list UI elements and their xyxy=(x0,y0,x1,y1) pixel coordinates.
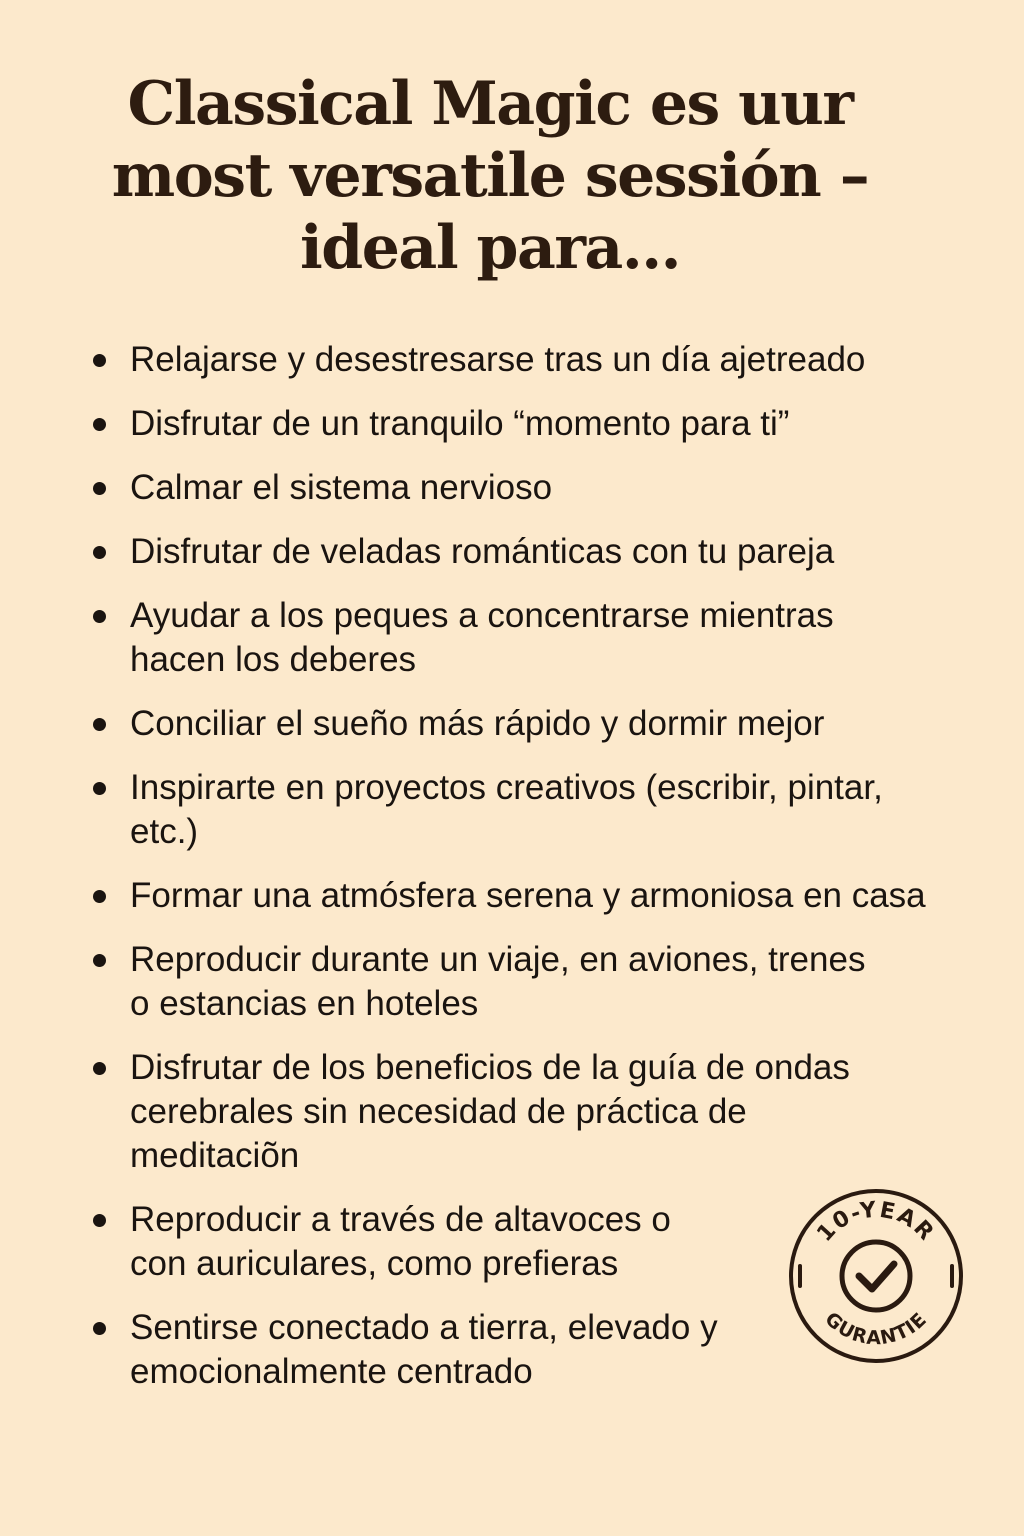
bullet-icon xyxy=(93,1214,106,1227)
list-item-text: Conciliar el sueño más rápido y dormir mejor xyxy=(130,704,825,743)
list-item-text-continued: o estancias en hoteles xyxy=(130,984,479,1023)
list-item-text: Reproducir a través de altavoces o xyxy=(130,1200,671,1239)
bullet-icon xyxy=(93,1062,106,1075)
badge-bottom-text: GURANTIE xyxy=(820,1307,932,1350)
bullet-icon xyxy=(93,954,106,967)
badge-top-text: 10-YEAR xyxy=(812,1197,940,1247)
bullet-icon xyxy=(93,718,106,731)
list-item xyxy=(130,938,990,1026)
list-item-text: Inspirarte en proyectos creativos (escribir, pintar, xyxy=(130,768,883,807)
list-item-text-continued: con auriculares, como prefieras xyxy=(130,1244,619,1283)
list-item-text: Reproducir durante un viaje, en aviones, trenes xyxy=(130,940,866,979)
bullet-icon xyxy=(93,782,106,795)
guarantee-seal-icon xyxy=(786,1186,966,1366)
list-item xyxy=(130,466,990,510)
list-item-text: Disfrutar de veladas románticas con tu pareja xyxy=(130,532,835,571)
guarantee-badge xyxy=(786,1186,966,1366)
list-item xyxy=(130,594,990,682)
list-item-text: Disfrutar de un tranquilo “momento para ti” xyxy=(130,404,790,443)
page-title xyxy=(0,68,980,284)
list-item-text-continued: hacen los deberes xyxy=(130,640,417,679)
list-item xyxy=(130,530,990,574)
list-item-text-continued: etc.) xyxy=(130,812,199,851)
bullet-icon xyxy=(93,418,106,431)
list-item-text: Ayudar a los peques a concentrarse mientras xyxy=(130,596,834,635)
list-item-text-continued: meditaciõn xyxy=(130,1136,300,1175)
list-item-text: Sentirse conectado a tierra, elevado y xyxy=(130,1308,718,1347)
bullet-icon xyxy=(93,610,106,623)
checkmark-icon xyxy=(859,1264,894,1289)
list-item-text: Calmar el sistema nervioso xyxy=(130,468,553,507)
bullet-icon xyxy=(93,482,106,495)
bullet-icon xyxy=(93,1322,106,1335)
bullet-icon xyxy=(93,354,106,367)
title-line-1: Classical Magic es uur xyxy=(127,69,853,139)
list-item-text: Relajarse y desestresarse tras un día ajetreado xyxy=(130,340,866,379)
list-item xyxy=(130,402,990,446)
list-item-text: Formar una atmósfera serena y armoniosa en casa xyxy=(130,876,926,915)
list-item xyxy=(130,338,990,382)
list-item xyxy=(130,874,990,918)
bullet-icon xyxy=(93,546,106,559)
list-item xyxy=(130,1046,990,1178)
list-item xyxy=(130,766,990,854)
svg-text:GURANTIE xyxy=(821,1308,932,1349)
list-item-text-continued: cerebrales sin necesidad de práctica de xyxy=(130,1092,747,1131)
title-line-2: most versatile sessión – xyxy=(111,141,869,211)
title-line-3: ideal para... xyxy=(300,213,680,283)
list-item-text: Disfrutar de los beneficios de la guía de ondas xyxy=(130,1048,850,1087)
bullet-icon xyxy=(93,890,106,903)
list-item xyxy=(130,702,990,746)
list-item-text-continued: emocionalmente centrado xyxy=(130,1352,533,1391)
